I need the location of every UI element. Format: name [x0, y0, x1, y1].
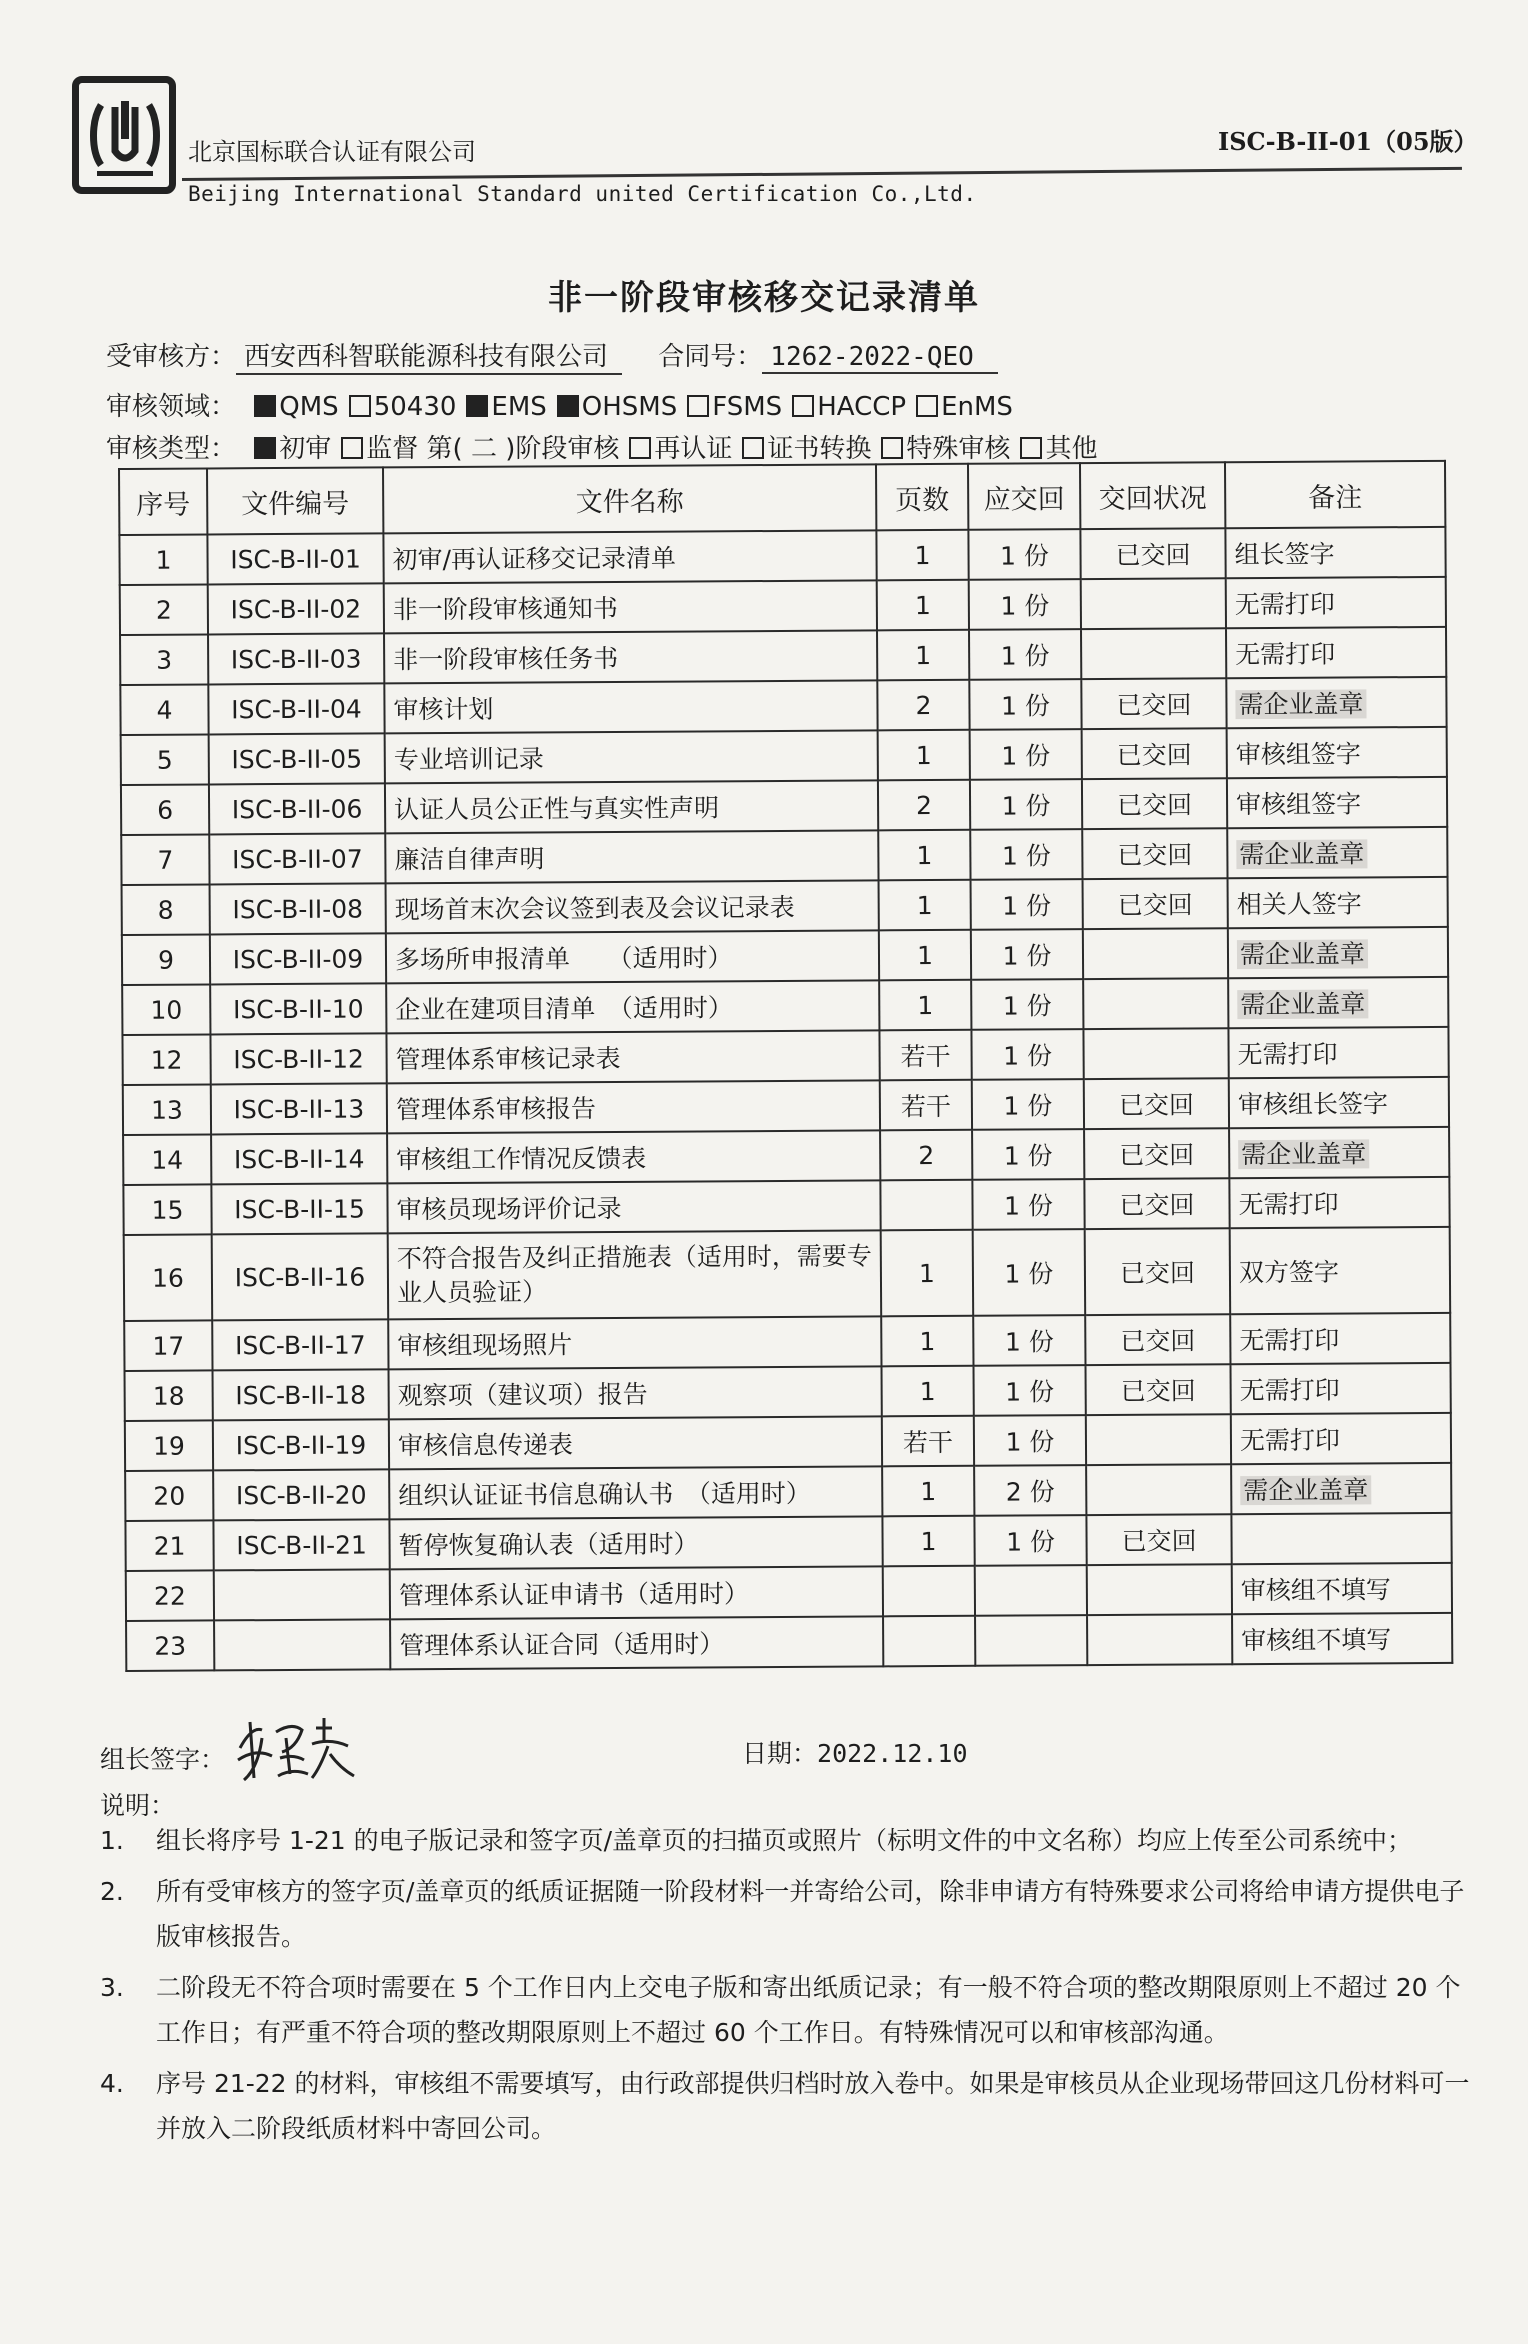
remark-text: 需企业盖章	[1237, 939, 1368, 969]
note-text: 组长将序号 1-21 的电子版记录和签字页/盖章页的扫描页或照片（标明文件的中文名称）均应上传至公司系统中；	[156, 1826, 1413, 1855]
page-count	[883, 1616, 975, 1667]
table-row	[122, 927, 1448, 985]
page-count: 若干	[880, 1080, 972, 1131]
due-count: 1 份	[971, 929, 1083, 980]
domain-option[interactable]	[677, 392, 782, 422]
file-name: 暂停恢复确认表（适用时）	[389, 1516, 882, 1569]
type-option[interactable]	[244, 434, 331, 464]
page-count: 若干	[879, 1030, 971, 1081]
return-status: 已交回	[1084, 1178, 1229, 1229]
file-code: ISC-B-II-04	[208, 683, 384, 734]
row-number: 9	[122, 934, 210, 985]
remark: 无需打印	[1226, 577, 1446, 628]
type-option-label: 初审	[279, 434, 332, 464]
file-name: 管理体系认证合同（适用时）	[390, 1616, 883, 1669]
type-option-label: 特殊审核	[906, 434, 1011, 464]
file-code: ISC-B-II-09	[210, 933, 386, 984]
col-header-pages: 页数	[876, 464, 968, 531]
remark: 审核组不填写	[1232, 1563, 1452, 1614]
page-count	[880, 1180, 972, 1231]
domain-option-label: HACCP	[817, 392, 907, 422]
page-count: 若干	[882, 1416, 974, 1467]
row-number: 5	[121, 734, 209, 785]
domain-option[interactable]	[782, 392, 906, 422]
domain-checkbox[interactable]	[792, 395, 814, 417]
file-code: ISC-B-II-06	[209, 783, 385, 834]
return-status	[1083, 928, 1228, 979]
file-code: ISC-B-II-20	[213, 1469, 389, 1520]
remark	[1231, 1463, 1451, 1514]
row-number: 1	[119, 534, 207, 585]
table-row	[126, 1613, 1452, 1671]
table-row	[121, 727, 1447, 785]
file-code: ISC-B-II-14	[211, 1133, 387, 1184]
table-row	[122, 977, 1448, 1035]
remark	[1228, 927, 1448, 978]
file-code: ISC-B-II-18	[213, 1369, 389, 1420]
page-count: 1	[879, 880, 971, 931]
page-count	[883, 1566, 975, 1617]
page-count: 1	[876, 530, 968, 581]
note-text: 二阶段无不符合项时需要在 5 个工作日内上交电子版和寄出纸质记录；有一般不符合项的整改期限原则上不超过 20 个工作日；有严重不符合项的整改期限原则上不超过 60 个工作日。有特殊情况可以和审核部沟通。	[156, 1973, 1461, 2047]
table-row	[125, 1413, 1451, 1471]
table-row	[123, 1077, 1449, 1135]
page-count: 1	[882, 1466, 974, 1517]
col-header-due: 应交回	[968, 463, 1080, 530]
due-count: 1 份	[974, 1365, 1086, 1416]
file-name: 管理体系审核记录表	[386, 1030, 879, 1083]
domain-options	[244, 392, 1013, 422]
page-count: 1	[878, 730, 970, 781]
file-name: 企业在建项目清单 （适用时）	[386, 980, 879, 1033]
due-count: 1 份	[970, 729, 1082, 780]
remark: 无需打印	[1230, 1363, 1450, 1414]
due-count: 1 份	[973, 1315, 1085, 1366]
page-count: 2	[877, 680, 969, 731]
remark	[1227, 827, 1447, 878]
note-number: 1.	[100, 1826, 124, 1855]
return-status: 已交回	[1083, 878, 1228, 929]
file-name: 非一阶段审核任务书	[384, 630, 877, 683]
return-status	[1083, 1028, 1228, 1079]
date-line	[742, 1734, 968, 1770]
domain-checkbox[interactable]	[916, 395, 938, 417]
type-option[interactable]	[1010, 434, 1097, 464]
company-name-en: Beijing International Standard united Certification Co.,Ltd.	[188, 182, 977, 206]
page-count: 1	[877, 630, 969, 681]
page-title: 非一阶段审核移交记录清单	[548, 278, 980, 318]
file-code: ISC-B-II-10	[210, 983, 386, 1034]
file-name: 审核员现场评价记录	[387, 1180, 880, 1233]
return-status: 已交回	[1085, 1228, 1231, 1315]
due-count	[975, 1565, 1087, 1616]
note-number: 2.	[100, 1877, 124, 1906]
page-count: 1	[881, 1230, 974, 1317]
remark: 无需打印	[1230, 1313, 1450, 1364]
page-count: 1	[882, 1516, 974, 1567]
col-header-status: 交回状况	[1080, 462, 1225, 529]
row-number: 12	[122, 1034, 210, 1085]
file-name: 管理体系审核报告	[387, 1080, 880, 1133]
file-name: 多场所申报清单 （适用时）	[386, 930, 879, 983]
return-status: 已交回	[1080, 528, 1225, 579]
file-name: 初审/再认证移交记录清单	[383, 530, 876, 583]
return-status: 已交回	[1086, 1514, 1231, 1565]
handwritten-signature	[232, 1708, 362, 1788]
remark	[1229, 1127, 1449, 1178]
domain-option-label: QMS	[279, 392, 339, 422]
type-label: 审核类型：	[106, 434, 237, 464]
remark-text: 需企业盖章	[1237, 989, 1368, 1019]
due-count: 2 份	[974, 1465, 1086, 1516]
remark	[1231, 1513, 1451, 1564]
due-count: 1 份	[971, 979, 1083, 1030]
domain-option[interactable]	[456, 392, 546, 422]
return-status	[1081, 578, 1226, 629]
page-count: 1	[881, 1316, 973, 1367]
remark: 双方签字	[1230, 1227, 1451, 1314]
file-name: 审核组工作情况反馈表	[387, 1130, 880, 1183]
page-count: 2	[880, 1130, 972, 1181]
table-row	[121, 777, 1447, 835]
return-status	[1081, 628, 1226, 679]
remark: 审核组不填写	[1232, 1613, 1452, 1664]
row-number: 17	[124, 1320, 212, 1371]
col-header-code: 文件编号	[207, 467, 383, 534]
leader-signature-label: 组长签字：	[100, 1745, 226, 1774]
return-status	[1086, 1414, 1231, 1465]
due-count: 1 份	[972, 1179, 1084, 1230]
col-header-name: 文件名称	[383, 464, 876, 533]
table-row	[125, 1363, 1451, 1421]
row-number: 20	[125, 1470, 213, 1521]
remark-text: 需企业盖章	[1236, 839, 1367, 869]
due-count: 1 份	[972, 1079, 1084, 1130]
remark: 审核组签字	[1227, 727, 1447, 778]
table-row	[123, 1127, 1449, 1185]
audit-domain-line	[106, 386, 1013, 423]
type-option-label: 监督 第( 二 )阶段审核	[366, 434, 620, 464]
col-header-note: 备注	[1225, 461, 1445, 528]
domain-option[interactable]	[906, 392, 1013, 422]
row-number: 22	[126, 1570, 214, 1621]
remark: 组长签字	[1225, 527, 1445, 578]
file-code: ISC-B-II-15	[211, 1183, 387, 1234]
table-row	[119, 527, 1445, 585]
remark: 审核组长签字	[1229, 1077, 1449, 1128]
row-number: 16	[124, 1234, 213, 1321]
file-name: 审核计划	[384, 680, 877, 733]
due-count: 1 份	[972, 1129, 1084, 1180]
file-code: ISC-B-II-13	[211, 1083, 387, 1134]
isc-logo-icon	[87, 93, 163, 179]
type-checkbox[interactable]	[742, 437, 764, 459]
return-status	[1086, 1464, 1231, 1515]
auditee-value: 西安西科智联能源科技有限公司	[236, 336, 622, 375]
type-checkbox[interactable]	[341, 437, 363, 459]
row-number: 2	[120, 584, 208, 635]
page-count: 1	[879, 980, 971, 1031]
remark: 无需打印	[1229, 1177, 1449, 1228]
due-count: 1 份	[971, 1029, 1083, 1080]
col-header-no: 序号	[119, 468, 207, 535]
notes-list	[100, 1818, 1470, 2157]
contract-value: 1262-2022-QEO	[762, 342, 998, 374]
return-status: 已交回	[1082, 828, 1227, 879]
table-row	[121, 827, 1447, 885]
file-code: ISC-B-II-01	[207, 533, 383, 584]
return-status	[1087, 1614, 1232, 1665]
page-count: 1	[878, 830, 970, 881]
domain-option[interactable]	[244, 392, 338, 422]
file-code: ISC-B-II-02	[208, 583, 384, 634]
table-row	[120, 677, 1446, 735]
table-row	[120, 577, 1446, 635]
file-name: 专业培训记录	[385, 730, 878, 783]
type-checkbox[interactable]	[881, 437, 903, 459]
file-name: 不符合报告及纠正措施表（适用时，需要专业人员验证）	[388, 1230, 882, 1319]
remark-text: 需企业盖章	[1240, 1475, 1371, 1505]
return-status	[1083, 978, 1228, 1029]
note-item	[100, 1869, 1470, 1959]
remark	[1226, 677, 1446, 728]
auditee-label: 受审核方：	[106, 342, 237, 372]
note-item	[100, 2061, 1470, 2151]
table-row	[124, 1313, 1450, 1371]
row-number: 19	[125, 1420, 213, 1471]
file-name: 廉洁自律声明	[385, 830, 878, 883]
type-checkbox[interactable]	[254, 437, 276, 459]
header-divider	[182, 167, 1462, 181]
type-checkbox[interactable]	[1020, 437, 1042, 459]
table-row	[122, 877, 1448, 935]
row-number: 18	[125, 1370, 213, 1421]
due-count: 1 份	[971, 879, 1083, 930]
company-logo	[72, 76, 176, 194]
row-number: 10	[122, 984, 210, 1035]
date-label: 日期：	[742, 1739, 818, 1768]
file-code: ISC-B-II-19	[213, 1419, 389, 1470]
due-count: 1 份	[970, 829, 1082, 880]
return-status: 已交回	[1084, 1128, 1229, 1179]
type-option[interactable]	[331, 434, 619, 464]
due-count: 1 份	[968, 529, 1080, 580]
company-name-cn: 北京国标联合认证有限公司	[188, 138, 476, 166]
file-code: ISC-B-II-21	[213, 1519, 389, 1570]
due-count: 1 份	[969, 579, 1081, 630]
type-checkbox[interactable]	[629, 437, 651, 459]
type-options	[244, 434, 1097, 464]
remark: 审核组签字	[1227, 777, 1447, 828]
domain-option-label: FSMS	[712, 392, 783, 422]
domain-option-label: EnMS	[941, 392, 1013, 422]
row-number: 23	[126, 1620, 214, 1671]
domain-label: 审核领域：	[106, 392, 237, 422]
table-row	[122, 1027, 1448, 1085]
file-code: ISC-B-II-03	[208, 633, 384, 684]
file-name: 观察项（建议项）报告	[389, 1366, 882, 1419]
type-option[interactable]	[871, 434, 1010, 464]
table-row	[120, 627, 1446, 685]
row-number: 21	[125, 1520, 213, 1571]
domain-option-label: OHSMS	[581, 392, 678, 422]
remark: 无需打印	[1226, 627, 1446, 678]
row-number: 8	[122, 884, 210, 935]
row-number: 4	[120, 684, 208, 735]
note-item	[100, 1818, 1470, 1863]
return-status: 已交回	[1085, 1314, 1230, 1365]
page-count: 1	[882, 1366, 974, 1417]
file-name: 现场首末次会议签到表及会议记录表	[386, 880, 879, 933]
page-count: 1	[879, 930, 971, 981]
contract-label: 合同号：	[658, 342, 763, 372]
page-count: 1	[877, 580, 969, 631]
domain-checkbox[interactable]	[254, 395, 276, 417]
table-row	[126, 1563, 1452, 1621]
file-code: ISC-B-II-16	[212, 1233, 389, 1320]
file-code: ISC-B-II-08	[210, 883, 386, 934]
note-number: 4.	[100, 2069, 124, 2098]
table-row	[125, 1513, 1451, 1571]
notes-heading: 说明：	[100, 1791, 176, 1820]
remark: 无需打印	[1231, 1413, 1451, 1464]
domain-option[interactable]	[339, 392, 457, 422]
file-code: ISC-B-II-17	[212, 1319, 388, 1370]
file-name: 组织认证证书信息确认书 （适用时）	[389, 1466, 882, 1519]
domain-checkbox[interactable]	[466, 395, 488, 417]
file-name: 审核信息传递表	[389, 1416, 882, 1469]
transfer-record-table	[118, 460, 1453, 1672]
file-code	[214, 1569, 390, 1620]
type-option-label: 其他	[1045, 434, 1098, 464]
file-code	[214, 1619, 390, 1670]
row-number: 13	[123, 1084, 211, 1135]
return-status: 已交回	[1084, 1078, 1229, 1129]
file-name: 非一阶段审核通知书	[384, 580, 877, 633]
file-name: 认证人员公正性与真实性声明	[385, 780, 878, 833]
file-code: ISC-B-II-07	[209, 833, 385, 884]
domain-option-label: EMS	[491, 392, 547, 422]
note-item	[100, 1965, 1470, 2055]
date-value: 2022.12.10	[817, 1739, 968, 1768]
remark: 相关人签字	[1228, 877, 1448, 928]
return-status: 已交回	[1082, 728, 1227, 779]
auditee-line	[106, 336, 998, 375]
file-name: 审核组现场照片	[388, 1316, 881, 1369]
type-option-label: 证书转换	[767, 434, 872, 464]
type-option-label: 再认证	[654, 434, 733, 464]
remark	[1228, 977, 1448, 1028]
type-option[interactable]	[619, 434, 732, 464]
domain-checkbox[interactable]	[557, 395, 579, 417]
table-row	[123, 1177, 1449, 1235]
remark: 无需打印	[1228, 1027, 1448, 1078]
remark-text: 需企业盖章	[1238, 1139, 1369, 1169]
due-count: 1 份	[973, 1229, 1086, 1316]
due-count: 1 份	[974, 1515, 1086, 1566]
due-count: 1 份	[970, 779, 1082, 830]
remark-text: 需企业盖章	[1235, 689, 1366, 719]
due-count: 1 份	[974, 1415, 1086, 1466]
due-count	[975, 1615, 1087, 1666]
return-status: 已交回	[1081, 678, 1226, 729]
return-status: 已交回	[1082, 778, 1227, 829]
row-number: 7	[121, 834, 209, 885]
table-row	[124, 1227, 1451, 1321]
file-name: 管理体系认证申请书（适用时）	[390, 1566, 883, 1619]
due-count: 1 份	[969, 679, 1081, 730]
page-count: 2	[878, 780, 970, 831]
domain-checkbox[interactable]	[349, 395, 371, 417]
return-status	[1087, 1564, 1232, 1615]
row-number: 3	[120, 634, 208, 685]
domain-option[interactable]	[547, 392, 677, 422]
note-text: 所有受审核方的签字页/盖章页的纸质证据随一阶段材料一并寄给公司，除非申请方有特殊要求公司将给申请方提供电子版审核报告。	[156, 1877, 1465, 1951]
return-status: 已交回	[1085, 1364, 1230, 1415]
due-count: 1 份	[969, 629, 1081, 680]
file-code: ISC-B-II-12	[210, 1033, 386, 1084]
note-text: 序号 21-22 的材料，审核组不需要填写，由行政部提供归档时放入卷中。如果是审核员从企业现场带回这几份材料可一并放入二阶段纸质材料中寄回公司。	[156, 2069, 1470, 2143]
row-number: 6	[121, 784, 209, 835]
note-number: 3.	[100, 1973, 124, 2002]
table-header-row	[119, 461, 1445, 535]
row-number: 15	[123, 1184, 211, 1235]
row-number: 14	[123, 1134, 211, 1185]
type-option[interactable]	[732, 434, 871, 464]
domain-option-label: 50430	[373, 392, 457, 422]
document-code: ISC-B-II-01（05版）	[1218, 127, 1478, 156]
file-code: ISC-B-II-05	[209, 733, 385, 784]
table-row	[125, 1463, 1451, 1521]
domain-checkbox[interactable]	[687, 395, 709, 417]
audit-type-line	[106, 428, 1097, 465]
